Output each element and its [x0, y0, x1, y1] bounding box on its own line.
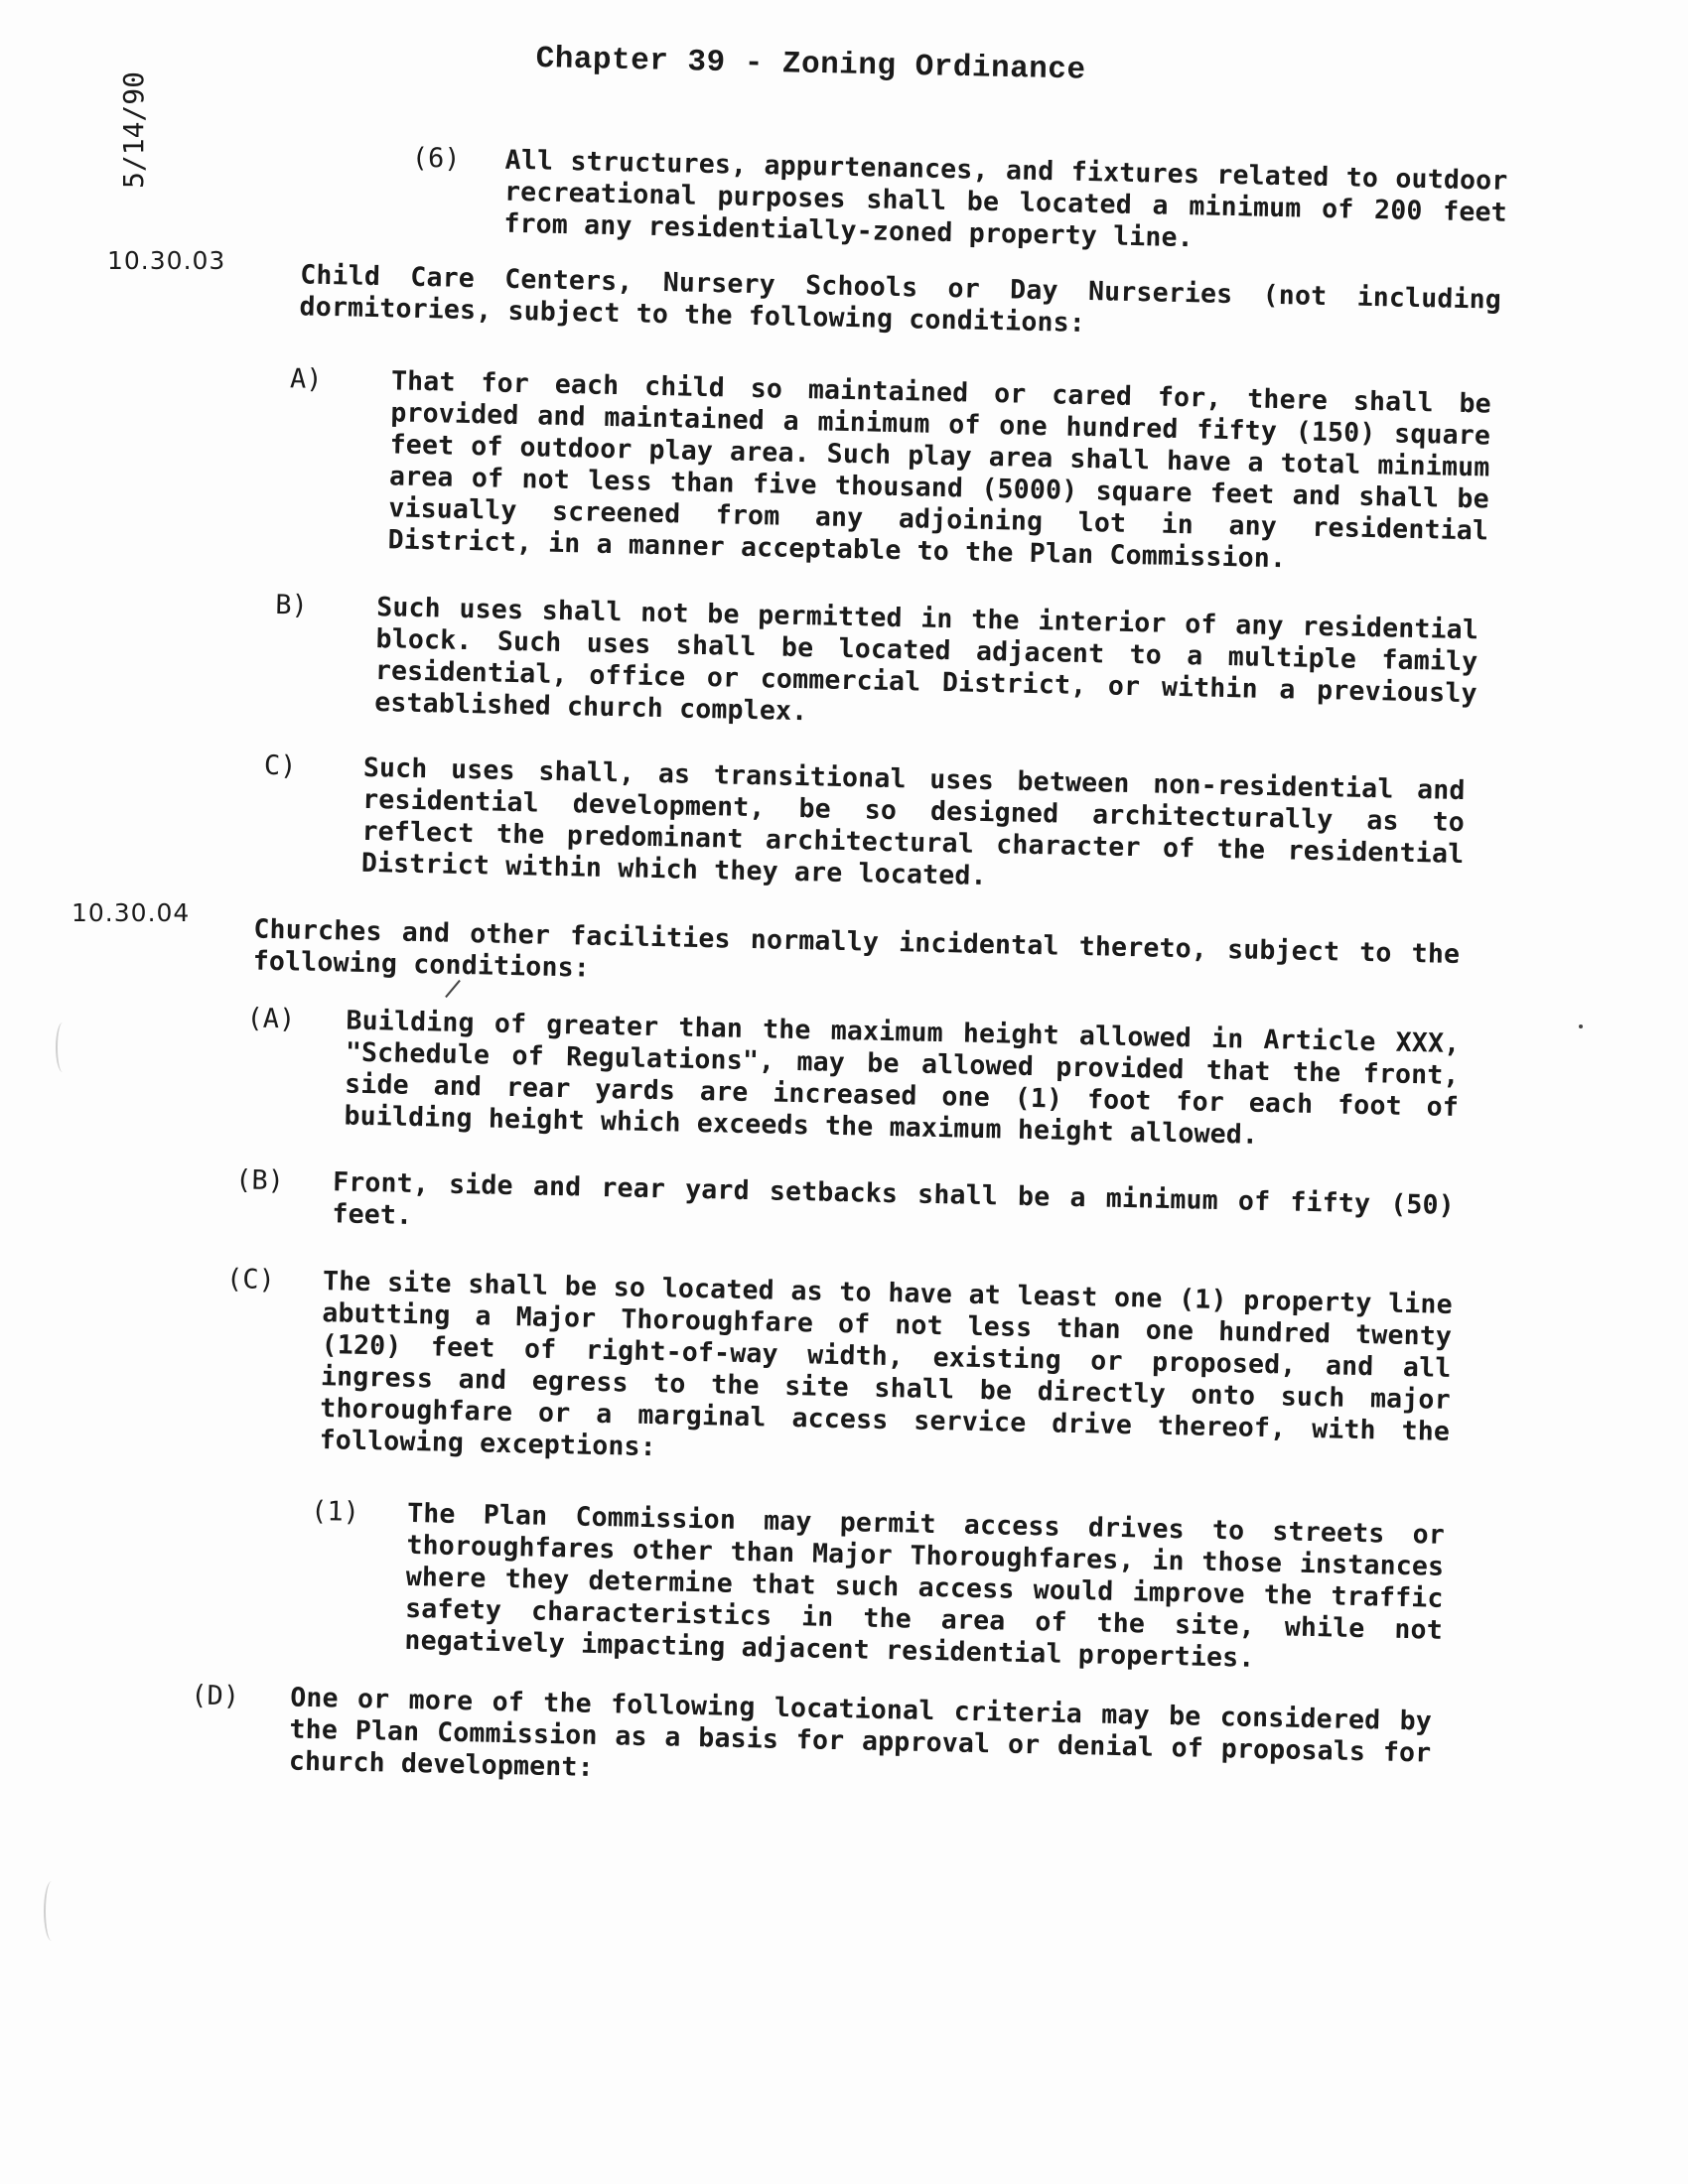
condition-b-marker: B): [274, 589, 309, 621]
margin-date: 5/14/90: [117, 70, 150, 189]
condition-a-text: That for each child so maintained or cared for, there shall be provided and maintained a minimum of one hundred fifty (150) square feet of outdoor play area. Such play area shall have a total minimum area of not less than five thousand (5000) square feet and shall be visually screened from any adjoining lot in any residential District, in a manner acceptable to the Plan Commission.: [387, 365, 1492, 575]
item-6-text: All structures, appurtenances, and fixtures related to outdoor recreational purposes shall be located a minimum of 200 feet from any residentially-zoned property line.: [503, 144, 1508, 254]
item-6-marker: (6): [411, 142, 461, 175]
scan-edge-mark-upper: [56, 1023, 70, 1072]
church-condition-b-marker: (B): [234, 1164, 285, 1197]
church-condition-c-text: The site shall be so located as to have at least one (1) property line abutting a Major Thoroughfare of not less than one hundred twenty (120) feet of right-of-way width, existing or proposed, and all ingress and egress to the site shall be directly onto such major thoroughfare or a marginal access service drive thereof, with the following exceptions:: [319, 1266, 1454, 1463]
condition-c-marker: C): [263, 750, 297, 782]
condition-c-text: Such uses shall, as transitional uses between non-residential and residential development, be so designed architecturally as to reflect the predominant architectural character of the residential District within which they are located.: [360, 751, 1466, 892]
church-condition-d-text: One or more of the following locational criteria may be considered by the Plan Commission as a basis for approval or denial of proposals for church development:: [288, 1682, 1433, 1783]
section-10-30-04-text: Churches and other facilities normally incidental thereto, subject to the following conditions:: [252, 913, 1461, 984]
section-10-30-03-text: Child Care Centers, Nursery Schools or Day Nurseries (not including dormitories, subject to the following conditions:: [299, 259, 1502, 339]
church-condition-b-text: Front, side and rear yard setbacks shall be a minimum of fifty (50) feet.: [332, 1166, 1456, 1231]
section-number-10-30-04: 10.30.04: [71, 898, 191, 927]
church-exception-1-text: The Plan Commission may permit access drives to streets or thoroughfares other than Major Thoroughfares, in those instances where they determine that such access would improve the traffic safety characteristics in the area of the site, while not negatively impacting adjacent residential properties.: [404, 1497, 1446, 1674]
church-condition-a-text: Building of greater than the maximum height allowed in Article XXX, "Schedule of Regulations", may be allowed provided that the front, side and rear yards are increased one (1) foot for each foot of building height which exceeds the maximum height allowed.: [344, 1005, 1461, 1151]
stray-dot: [1579, 1024, 1583, 1028]
church-condition-c-marker: (C): [225, 1264, 276, 1297]
section-number-10-30-03: 10.30.03: [107, 246, 226, 275]
chapter-title: Chapter 39 - Zoning Ordinance: [535, 42, 1086, 88]
church-exception-1-marker: (1): [310, 1495, 360, 1528]
stray-pen-mark: [445, 980, 461, 998]
condition-a-marker: A): [289, 363, 323, 395]
condition-b-text: Such uses shall not be permitted in the interior of any residential block. Such uses shall be located adjacent to a multiple family residential, office or commercial District, or within a previously established church complex.: [373, 592, 1479, 728]
church-condition-d-marker: (D): [190, 1680, 240, 1712]
scan-edge-mark-lower: [44, 1881, 60, 1941]
church-condition-a-marker: (A): [246, 1003, 296, 1035]
